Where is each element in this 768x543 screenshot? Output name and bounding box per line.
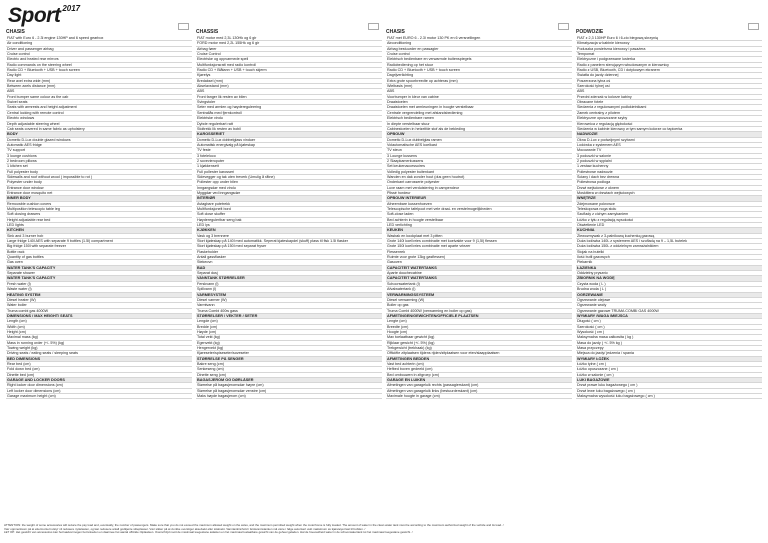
spec-row: Hefbed boven gedeeld (cm)	[386, 367, 572, 372]
spec-row: Łóżko tylne ( cm )	[576, 362, 762, 367]
spec-row: Electric windows	[6, 116, 192, 121]
spec-row: Długość ( cm )	[576, 319, 762, 324]
spec-row: Width (cm)	[6, 325, 192, 330]
spec-row: Front bumper same colour as the cab	[6, 95, 192, 100]
section-header: LUKI BAGAŻOWE	[576, 378, 762, 383]
footer-line: LET OP: Het gewicht van accessoires kan het laadvermogen beïnvloeden en daarmee het aantal officiële zitplaatsen. Overschrijd nooit de maximaal toegestane aslasten en het maximaal toelaatbare gewicht van de geheel geladen. Hal de hoeveelheid water in de schoonwatertank tot het maximaal toegestane gewicht. /	[4, 531, 413, 535]
spec-row: Myggdør ved inngangsdør	[196, 191, 382, 196]
spec-row: Airbag bestuurder en passagier	[386, 47, 572, 52]
spec-row: Separat dusj	[196, 271, 382, 276]
spec-row: Poliestrowe nadwozie	[576, 170, 762, 175]
spec-row: Gasoven	[386, 260, 572, 265]
spec-row: Draaistoelen met armleuningen in hoogte verstelbaar	[386, 105, 572, 110]
spec-row: Day light	[6, 73, 192, 78]
spec-row: Ferskvann (l)	[196, 282, 382, 287]
spec-row: Cab seats covered in same fabric as upholstery	[6, 127, 192, 132]
footer-line: ATTENTION: the weight of some accessories will reduce the pay load and, eventually, the number of passengers. Make sure that you do not exceed the maximum allowed weight on the axles, and the maximum permitted weight when the motorhome is fully loaded. The amount of water in the clean water tank must be according to the maximum authorized weight of the vehicle and its load. /	[4, 524, 504, 527]
flag-nl-icon	[558, 23, 569, 30]
spec-row: Luxe raam met verduistering in campendeur	[386, 186, 572, 191]
section-header: KAROSSERIET	[196, 132, 382, 137]
spec-row: Boiler op gas	[386, 303, 572, 308]
spec-row: Lengte (cm)	[386, 319, 572, 324]
spec-row: Lodówka z systemem AES	[576, 143, 762, 148]
spec-row: Dinette bed (cm)	[6, 373, 192, 378]
spec-row: Extra grote spoorbreedte op achteras (mm)	[386, 79, 572, 84]
section-header: BODY	[6, 132, 192, 137]
section-header: CAPACITEIT WATERTANKS	[386, 276, 572, 281]
spec-row: Grote 140l koel/vries combinatie met koelvakte voor 9 (1,5l) flessen	[386, 239, 572, 244]
spec-row: Høyde (cm)	[196, 330, 382, 335]
spec-row: Length (cm)	[6, 319, 192, 324]
column-header	[196, 29, 382, 36]
section-header: GARAGE AND LOCKER DOORS	[6, 378, 192, 383]
spec-row: Størrelse på bagasjeromsdør høyre (cm)	[196, 383, 382, 388]
section-header: WATER TANK'S CAPACITY	[6, 276, 192, 281]
spec-row: Bed ombouwen in zitgroep (cm)	[386, 373, 572, 378]
spec-row: Radio z USB, Bluetooth, CD i dotykowym ekranem	[576, 68, 762, 73]
spec-row: 2 poduszki w sypialni	[576, 159, 762, 164]
spec-row: Antall gassflasker	[196, 255, 382, 260]
spec-row: Bredde (cm)	[196, 325, 382, 330]
spec-row: Sidevegger og tak uten treverk (Umulig å råtne)	[196, 175, 382, 180]
spec-row: Mocowanie TV	[576, 148, 762, 153]
spec-row: Miejsca do jazdy/ jedzenia / spania	[576, 351, 762, 356]
spec-row: Łóżko w salonie ( cm )	[576, 373, 762, 378]
section-header: INTERIØR	[196, 196, 382, 201]
spec-row: Ogrzewanie olejowe	[576, 298, 762, 303]
spec-row: Zdejmowane pokrowce	[576, 202, 762, 207]
spec-row: Height adjustable rear bed	[6, 218, 192, 223]
spec-row: Rijklaar gewicht (+/- 5%) (kg)	[386, 341, 572, 346]
spec-row: Szerokość ( cm )	[576, 325, 762, 330]
spec-row: Afmetingen van garageluik rechts (passagierskant) (cm)	[386, 383, 572, 388]
flag-uk-icon	[178, 23, 189, 30]
spec-row: Szuflady z cichym zamykaniem	[576, 212, 762, 217]
spec-row: Aparte douchecabine	[386, 271, 572, 276]
spec-row: Afneembare kussenhoezen	[386, 202, 572, 207]
spec-row: Wanden en dak zonder hout (dus geen houtrot)	[386, 175, 572, 180]
section-header: STØRRELSER / VEKTER / SETER	[196, 314, 382, 319]
spec-row: TV steun	[386, 148, 572, 153]
section-header: KUCHNIA	[576, 228, 762, 233]
spec-column-no	[194, 29, 384, 399]
spec-row: Sentrallås med fjernkontroll	[196, 111, 382, 116]
spec-row: Mass in running order (+/- 5%) (kg)	[6, 341, 192, 346]
spec-row: TV support	[6, 148, 192, 153]
section-header: STØRRELSE PÅ SENGER	[196, 357, 382, 362]
spec-row: Polyester under body	[6, 180, 192, 185]
spec-row: Hoogte (cm)	[386, 330, 572, 335]
spec-row: Fresh water (l)	[6, 282, 192, 287]
spec-row: Dometic D-Lux double glazed windows	[6, 138, 192, 143]
flag-pl-icon	[748, 23, 759, 30]
spec-row: Oświetlenie LED	[576, 223, 762, 228]
spec-row: In diepte verstelbaar stuur	[386, 122, 572, 127]
spec-row: Radio CD + Blåtann + USB + touch skjerm	[196, 68, 382, 73]
spec-row: Cruise control	[6, 52, 192, 57]
spec-row: Przedni zderzak w kolorze kabiny	[576, 95, 762, 100]
spec-row: Radio commands on the steering wheel	[6, 63, 192, 68]
spec-row: Radio CD + Bluetooth + USB + touch screen	[6, 68, 192, 73]
spec-column-pl	[574, 29, 764, 399]
spec-row: Ogrzewanie gazowe TRUMA COMBI GAS 4000W	[576, 309, 762, 314]
footer-line: Vær oppmerksom på at ettermontert utstyr vil redusere nyttelasten, og kan redusere antall godkjente sitteplasser. Vær sikker på at du ikke overstiger akselvekt eller totalvekt. Vanntankinnhold i ferskvannstanken må være i følge autorisert vekt maksimum av kjøretøyet last til bobilen. /	[4, 527, 366, 531]
section-header: BAD	[196, 266, 382, 271]
spec-row: Full polyester body	[6, 170, 192, 175]
spec-row: 2 Slaapkamerkussens	[386, 159, 572, 164]
spec-row: Elektriske vindu	[196, 116, 382, 121]
spec-row: Volledig polyester buitenkant	[386, 170, 572, 175]
spec-row: Quantity of gas bottles	[6, 255, 192, 260]
spec-row: Entrance door mosquito net	[6, 191, 192, 196]
spec-row: Łóżko z tyłu z regulacją wysokości	[576, 218, 762, 223]
spec-row: Electric and heated rear mirrors	[6, 57, 192, 62]
spec-row: Ogrzewanie wody	[576, 303, 762, 308]
spec-row: Electriske og oppvarmede speil	[196, 57, 382, 62]
spec-row: Cruise control	[386, 52, 572, 57]
spec-row: Soft-close laden	[386, 212, 572, 217]
section-header: BAGASJEROM OG DØRLÅSER	[196, 378, 382, 383]
spec-row: Elektrisch bedienbare ramen	[386, 116, 572, 121]
spec-row: Senkeseng (cm)	[196, 367, 382, 372]
spec-row: Flaskeholder	[196, 250, 382, 255]
section-header: KEUKEN	[386, 228, 572, 233]
spec-row: Towing weight (kg)	[6, 346, 192, 351]
section-header: WYMIARY /WAGA /MIEJSCA	[576, 314, 762, 319]
spec-row: Klimatyzacja w kabinie kierowcy	[576, 41, 762, 46]
spec-row: Automatic AES fridge	[6, 143, 192, 148]
spec-row: Zamek centralny z pilotem	[576, 111, 762, 116]
spec-row: PolIester opp under bilen	[196, 180, 382, 185]
section-header: DIMENSIONS / MAX HEIGHT/ SEATS	[6, 314, 192, 319]
spec-row: Gas oven	[6, 260, 192, 265]
spec-row: LED verlichting	[386, 223, 572, 228]
brand-wordmark: Sport	[8, 4, 61, 27]
spec-row: Poliestrowa podłoga	[576, 180, 762, 185]
spec-row: Multiposition telescopic table leg	[6, 207, 192, 212]
spec-row: Radio z panelem sterującym wbudowanym w kierownicy	[576, 63, 762, 68]
spec-row: Height (cm)	[6, 330, 192, 335]
spec-row: Duża lodówka 140L z systemem AES i szufladą na 9 – 1,5L butelek	[576, 239, 762, 244]
spec-row: Okna D-Lux z podwójnymi szybami	[576, 138, 762, 143]
spec-row: ABS	[576, 89, 762, 94]
spec-row: Drzwi lewe luku bagażowego ( cm )	[576, 389, 762, 394]
spec-column-nl	[384, 29, 574, 399]
footer-notes	[4, 524, 764, 535]
spec-row: Brudna woda ( L )	[576, 287, 762, 292]
section-header: VARMESYSTEM	[196, 293, 382, 298]
spec-row: Driver and passenger airbag	[6, 47, 192, 52]
spec-row: ABS	[196, 89, 382, 94]
spec-row: Waste water (l)	[6, 287, 192, 292]
spec-row: Varmtvann	[196, 303, 382, 308]
spec-row: Akselavstand (mm)	[196, 84, 382, 89]
spec-row: Kjøreseter/spiseseter/soveseter	[196, 351, 382, 356]
spec-row: Dinette seng (cm)	[196, 373, 382, 378]
section-header: WATER TANK'S CAPACITY	[6, 266, 192, 271]
spec-row: Multifunksjonsratt med radio kontroll	[196, 63, 382, 68]
section-header: KJØKKEN	[196, 228, 382, 233]
section-header: VERWARMINGSSYSTEEM	[386, 293, 572, 298]
spec-row: Masa do jazdy ( +/- 5% kg )	[576, 341, 762, 346]
spec-row: Dagrijverlichting	[386, 73, 572, 78]
spec-row: Oddzielny prysznic	[576, 271, 762, 276]
section-header: HEATING SYSTEM	[6, 293, 192, 298]
spec-row: Centrale vergrendeling met afstandsbediening	[386, 111, 572, 116]
spec-row: Onderkant carrosserie polyester	[386, 180, 572, 185]
column-title: CHASIS	[6, 29, 25, 35]
spec-row: ABS	[386, 89, 572, 94]
column-title: CHASIS	[386, 29, 405, 35]
spec-row: Poduszka powietrzna kierowcy i pasażera	[576, 47, 762, 52]
spec-row: Removable cushion covers	[6, 202, 192, 207]
spec-row: Bed achterin in hoogte verstelbaar	[386, 218, 572, 223]
spec-row: Automatisk energivalg på kjøleskap	[196, 143, 382, 148]
spec-row: Spillvann (l)	[196, 287, 382, 292]
spec-row: Ściany i dach bez drewna	[576, 175, 762, 180]
spec-row: Diesel verwarming (W)	[386, 298, 572, 303]
spec-row: Łóżko opuszczane ( cm )	[576, 367, 762, 372]
spec-row: Between axels distance (mm)	[6, 84, 192, 89]
spec-row: ABS	[6, 89, 192, 94]
spec-row: Voorbumper in kleur van cabine	[386, 95, 572, 100]
spec-row: Afmetingen van garageluik links (bestuurderskant) (cm)	[386, 389, 572, 394]
spec-row: Full polIester karosseri	[196, 170, 382, 175]
spec-row: Zlewozmywak z 3-palnikową kuchenką gazową	[576, 234, 762, 239]
spec-row: Wysokość ( cm )	[576, 330, 762, 335]
spec-row: Afvalwatertank (l)	[386, 287, 572, 292]
section-header: WNĘTRZE	[576, 196, 762, 201]
spec-row: FIAT z 2,3 130HP Euro 6 i 6-cio biegową skrzynią	[576, 36, 762, 41]
spec-row: Cruise Control	[196, 52, 382, 57]
column-title: PODWOZIE	[576, 29, 604, 35]
spec-row: Światła do jazdy dziennej	[576, 73, 762, 78]
spec-row: Draaistoelen	[386, 100, 572, 105]
spec-row: FIAT motor med 2,3L 130Hk og 6 gir	[196, 36, 382, 41]
spec-row: Air conditioning	[6, 41, 192, 46]
section-header: AFMETINGEN/GEWICHTEN/OFFICIELE PLAATSEN	[386, 314, 572, 319]
spec-row: 1 kjøkkensett	[196, 164, 382, 169]
spec-row: Entrance door window	[6, 186, 192, 191]
spec-row: Elektryczne i podgrzewane lusterka	[576, 57, 762, 62]
section-header: CAPACITEIT WATERTANKS	[386, 266, 572, 271]
spec-row: LED lys	[196, 223, 382, 228]
brand-logo	[8, 4, 80, 28]
spec-row: Total vekt (kg)	[196, 335, 382, 340]
column-header	[576, 29, 762, 36]
spec-row: Tempomat	[576, 52, 762, 57]
spec-row: Diesel varmer (W)	[196, 298, 382, 303]
spec-row: Front fanger lik resten av bilen	[196, 95, 382, 100]
spec-row: 3 foteleloco	[196, 154, 382, 159]
brand-year: 2017	[62, 4, 81, 13]
spec-row: Cabinestoelen in hetzelfde stof als de bekleding	[386, 127, 572, 132]
spec-row: Plissé hordeur	[386, 191, 572, 196]
spec-row: Big fridge 150l with separate freezer	[6, 244, 192, 249]
spec-row: Officiële zitplaatsen tijdens rijden/zitplaatsen voor eten/slaapplaatsen	[386, 351, 572, 356]
spec-row: Radiobediening op het stuur	[386, 63, 572, 68]
spec-row: Truma Combi 4000W (verwarming en boiler op gas)	[386, 309, 572, 314]
spec-row: Piekarnik	[576, 260, 762, 265]
spec-row: FIAT with Euro 6 - 2.3l engine 130HP and 6 speed gearbox	[6, 36, 192, 41]
spec-row: Szerokość tylnej osi	[576, 84, 762, 89]
spec-row: Soft closing drawers	[6, 212, 192, 217]
spec-row: 1 zestaw kuchenny	[576, 164, 762, 169]
spec-row: Soft close skuffer	[196, 212, 382, 217]
spec-row: Truma Combi 400w gass	[196, 309, 382, 314]
spec-row: Størrelse på bagasjeromsdør venstre (cm)	[196, 389, 382, 394]
spec-row: Siedzenia w kabinie kierowcy w tym samym kolorze co tapicerka	[576, 127, 762, 132]
spec-row: Wielbasis (mm)	[386, 84, 572, 89]
spec-row: Right locker door dimensions (cm)	[6, 383, 192, 388]
spec-row: Bredaksel (mm)	[196, 79, 382, 84]
spec-row: Stort kjøleskap på 150l med separat fryser	[196, 244, 382, 249]
spec-row: Maximal mass (kg)	[6, 335, 192, 340]
section-header: NADWOZIE	[576, 132, 762, 137]
spec-row: Water boiler	[6, 303, 192, 308]
spec-row: Airbag fører	[196, 47, 382, 52]
spec-row: Multifunksjonelt bord	[196, 207, 382, 212]
section-header: OPBOUW	[386, 132, 572, 137]
spec-row: 3 poduszki w salonie	[576, 154, 762, 159]
spec-row: Masa przyczepy	[576, 346, 762, 351]
spec-row: Høydereguleribar seng bak	[196, 218, 382, 223]
spec-row: Kierownica z regulacją głębokości	[576, 122, 762, 127]
spec-row: Obracane fotele	[576, 100, 762, 105]
column-header	[6, 29, 192, 36]
spec-row: Lengde (cm)	[196, 319, 382, 324]
spec-row: Vask og 3 brennere	[196, 234, 382, 239]
spec-row: Stort kjøleskap på 140l med automatikk. Seperat kjøleskapdel (skuff) plass til flsk 1.5l flasker	[196, 239, 382, 244]
spec-row: Schoonwatertank (l)	[386, 282, 572, 287]
spec-row: Stojak na butelki	[576, 250, 762, 255]
spec-row: Elektrisch bedienbare en verwarmde buitenspiegels	[386, 57, 572, 62]
spec-row: Central locking with remote control	[6, 111, 192, 116]
spec-row: Seter med armlen og høydereguleering	[196, 105, 382, 110]
spec-row: Moskitiera w drzwiach wejściowych	[576, 191, 762, 196]
spec-row: Ilość butli gazowych	[576, 255, 762, 260]
spec-row: Poszerzona tylna oś	[576, 79, 762, 84]
spec-row: LED lights	[6, 223, 192, 228]
section-header: AFMETINGEN BEDDEN	[386, 357, 572, 362]
spec-row: Ruimte voor grote 13kg gasflessen)	[386, 255, 572, 260]
spec-row: Breedte (cm)	[386, 325, 572, 330]
flag-no-icon	[368, 23, 379, 30]
spec-row: Czysta woda ( L )	[576, 282, 762, 287]
spec-row: Hengervekt (kg)	[196, 346, 382, 351]
spec-row: Left locker door dimensions (cm)	[6, 389, 192, 394]
column-header	[386, 29, 572, 36]
spec-row: Drzwi prawe luku bagażowego ( cm )	[576, 383, 762, 388]
section-header: WYMIARY ŁÓŻEK	[576, 357, 762, 362]
spec-row: FORD motor med 2,2L 155Hk og 6 gir	[196, 41, 382, 46]
spec-row: Fold down bed (cm)	[6, 367, 192, 372]
spec-row: Stoltrekk lik resten av bobil	[196, 127, 382, 132]
spec-row: Truma combi gas 4000W	[6, 309, 192, 314]
spec-row: Inngangsdør med vindu	[196, 186, 382, 191]
spec-row: Separate shower	[6, 271, 192, 276]
section-header: OPBOUW INTERIEUR	[386, 196, 572, 201]
spec-row: Large fridge 140l AES with separate 9 bottles (1.5l) compartment	[6, 239, 192, 244]
section-header: VANNTANK STØRRELSER	[196, 276, 382, 281]
spec-row: Maksymalna masa całkowita ( kg )	[576, 335, 762, 340]
spec-columns	[4, 29, 764, 399]
spec-row: 2 sovevieroputer	[196, 159, 382, 164]
spec-row: Egenvekt (kg)	[196, 341, 382, 346]
section-header: INNER BODY	[6, 196, 192, 201]
spec-row: Seats with armrests and height adjustment	[6, 105, 192, 110]
section-header: ZBIORNIK NA WODĘ	[576, 276, 762, 281]
spec-row: Sink and 3 burner hob	[6, 234, 192, 239]
spec-row: Siedzenia z regulowanymi podłokietnikami	[576, 105, 762, 110]
spec-row: Dybde regulerbart ratt	[196, 122, 382, 127]
spec-row: Sidewalls and roof without wood ( impossible to rot )	[6, 175, 192, 180]
section-header: OGRZEWANIE	[576, 293, 762, 298]
section-header: GARAGE EN LUIKEN	[386, 378, 572, 383]
spec-row: Radio CD + Bluetooth + USB + touch screen	[386, 68, 572, 73]
spec-row: Driving seats / eating seats / sleeping seats	[6, 351, 192, 356]
spec-row: Elektryczne opuszczane szyby	[576, 116, 762, 121]
spec-row: Bakre seng (cm)	[196, 362, 382, 367]
spec-row: Drzwi wejściowe z oknem	[576, 186, 762, 191]
spec-row: Teleskopowa noga stołu	[576, 207, 762, 212]
spec-row: 1 kitchen set	[6, 164, 192, 169]
spec-column-uk	[4, 29, 194, 399]
spec-row: Stekeovn	[196, 260, 382, 265]
column-title: CHASSIS	[196, 29, 219, 35]
spec-row: Airconditioning	[386, 41, 572, 46]
spec-row: Rear bed (cm)	[6, 362, 192, 367]
spec-row: 2 bedroom pillows	[6, 159, 192, 164]
spec-row: Rear axel extra wide (mm)	[6, 79, 192, 84]
spec-row: Trekgewicht (trekhaak) (kg)	[386, 346, 572, 351]
spec-row: Dometic D-Lux dobbelglass vinduer	[196, 138, 382, 143]
spec-row: 3 lounge cushions	[6, 154, 192, 159]
section-header: BED DIMENSIONS	[6, 357, 192, 362]
spec-row: TV feste	[196, 148, 382, 153]
spec-row: Kjørelys	[196, 73, 382, 78]
spec-row: Volautomatische AES koelkast	[386, 143, 572, 148]
spec-row: Maximale hoogte in garage (cm)	[386, 394, 572, 399]
spec-row: Set keukenaccessoires	[386, 164, 572, 169]
spec-row: Duża lodówka 150L z oddzielnym zamrażalnikiem	[576, 244, 762, 249]
spec-row: Diesel heater (W)	[6, 298, 192, 303]
spec-row: FIAT met EURO 6 - 2.3l motor 130 PK en 6 versnellingen	[386, 36, 572, 41]
spec-row: Grote 150l koel/vries combinatie met aparte vriezer	[386, 244, 572, 249]
spec-row: Svingstoler	[196, 100, 382, 105]
spec-row: Avtagbare putetrekk	[196, 202, 382, 207]
section-header: KITCHEN	[6, 228, 192, 233]
spec-row: Maks høyde bagasjerom (cm)	[196, 394, 382, 399]
spec-row: 3 Lounge kussens	[386, 154, 572, 159]
spec-row: Wasbak en kookplaat met 3 pitten	[386, 234, 572, 239]
spec-row: Dometic D-Lux dubbelglas ramen	[386, 138, 572, 143]
spec-row: Telescopische tafelpoot met vele draai- en verstelmogelijkheden	[386, 207, 572, 212]
spec-row: Flessenrek	[386, 250, 572, 255]
spec-row: Max toelaatbaar gewicht (kg)	[386, 335, 572, 340]
spec-row: Depth adjustable steering wheel	[6, 122, 192, 127]
spec-row: Bottle rack	[6, 250, 192, 255]
section-header: ŁAZIENKA	[576, 266, 762, 271]
spec-row: Maksymalna wysokość luku bagażowego ( cm )	[576, 394, 762, 399]
spec-row: Swivel seats	[6, 100, 192, 105]
spec-row: Garage maximum height (cm)	[6, 394, 192, 399]
spec-row: Vast bed achterin (cm)	[386, 362, 572, 367]
